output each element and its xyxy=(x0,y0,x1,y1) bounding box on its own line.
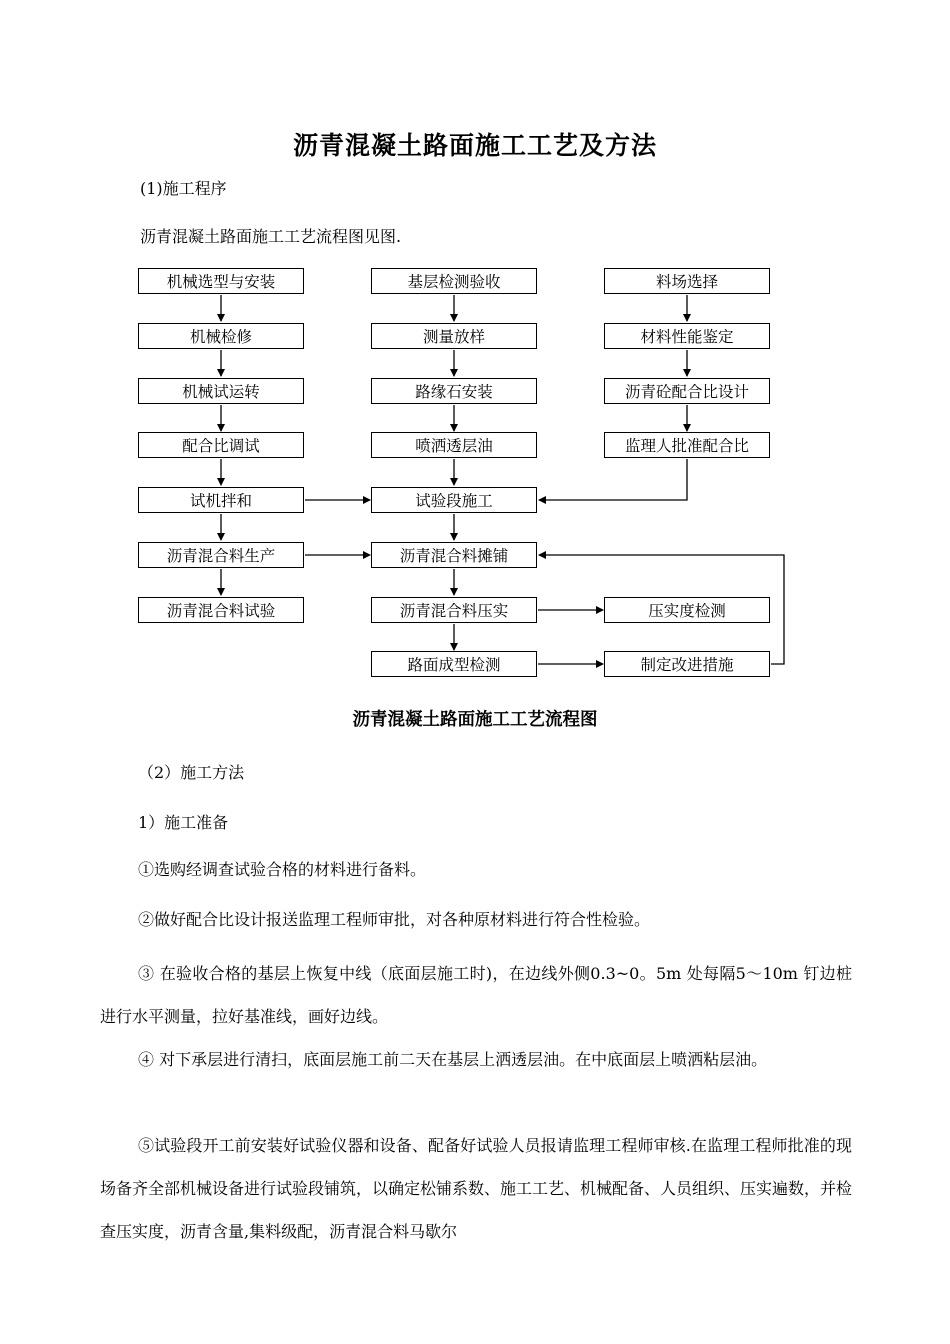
section-heading-1: (1)施工程序 xyxy=(140,179,227,198)
flow-box: 监理人批准配合比 xyxy=(604,432,770,458)
flow-box: 配合比调试 xyxy=(138,432,304,458)
flow-box: 试机拌和 xyxy=(138,487,304,513)
paragraph: ③ 在验收合格的基层上恢复中线（底面层施工时)，在边线外侧0.3~0。5m 处每隔5～10m 钉边桩进行水平测量，拉好基准线，画好边线。 xyxy=(100,964,852,1026)
figure-caption: 沥青混凝土路面施工工艺流程图 xyxy=(352,710,598,730)
flow-box: 沥青混合料摊铺 xyxy=(371,542,537,568)
flow-box: 机械选型与安装 xyxy=(138,268,304,294)
flow-box: 试验段施工 xyxy=(371,487,537,513)
flow-box: 制定改进措施 xyxy=(604,651,770,677)
flow-box: 路缘石安装 xyxy=(371,378,537,404)
flow-box: 沥青砼配合比设计 xyxy=(604,378,770,404)
section-heading-2: （2）施工方法 xyxy=(138,763,245,782)
flow-box: 机械试运转 xyxy=(138,378,304,404)
page-title: 沥青混凝土路面施工工艺及方法 xyxy=(292,131,657,160)
flow-box: 基层检测验收 xyxy=(371,268,537,294)
paragraph: ②做好配合比设计报送监理工程师审批，对各种原材料进行符合性检验。 xyxy=(138,910,651,929)
paragraph: ⑤试验段开工前安装好试验仪器和设备、配备好试验人员报请监理工程师审核.在监理工程师批准的现场备齐全部机械设备进行试验段铺筑，以确定松铺系数、施工工艺、机械配备、人员组织、压实遍数，并检查压实度，沥青含量,集料级配，沥青混合料马歇尔 xyxy=(100,1136,853,1241)
flow-box: 沥青混合料生产 xyxy=(138,542,304,568)
paragraph: ①选购经调查试验合格的材料进行备料。 xyxy=(138,860,427,879)
flow-box: 喷洒透层油 xyxy=(371,432,537,458)
flow-box: 路面成型检测 xyxy=(371,651,537,677)
flow-box: 机械检修 xyxy=(138,323,304,349)
flow-box: 沥青混合料试验 xyxy=(138,597,304,623)
paragraph: ④ 对下承层进行清扫，底面层施工前二天在基层上洒透层油。在中底面层上喷洒粘层油。 xyxy=(138,1050,768,1069)
flow-box: 压实度检测 xyxy=(604,597,770,623)
flow-box: 料场选择 xyxy=(604,268,770,294)
flow-box: 材料性能鉴定 xyxy=(604,323,770,349)
arrow xyxy=(539,459,687,500)
flow-box: 沥青混合料压实 xyxy=(371,597,537,623)
flow-box: 测量放样 xyxy=(371,323,537,349)
subsection-heading: 1）施工准备 xyxy=(138,813,229,832)
intro-text: 沥青混凝土路面施工工艺流程图见图. xyxy=(140,227,402,246)
